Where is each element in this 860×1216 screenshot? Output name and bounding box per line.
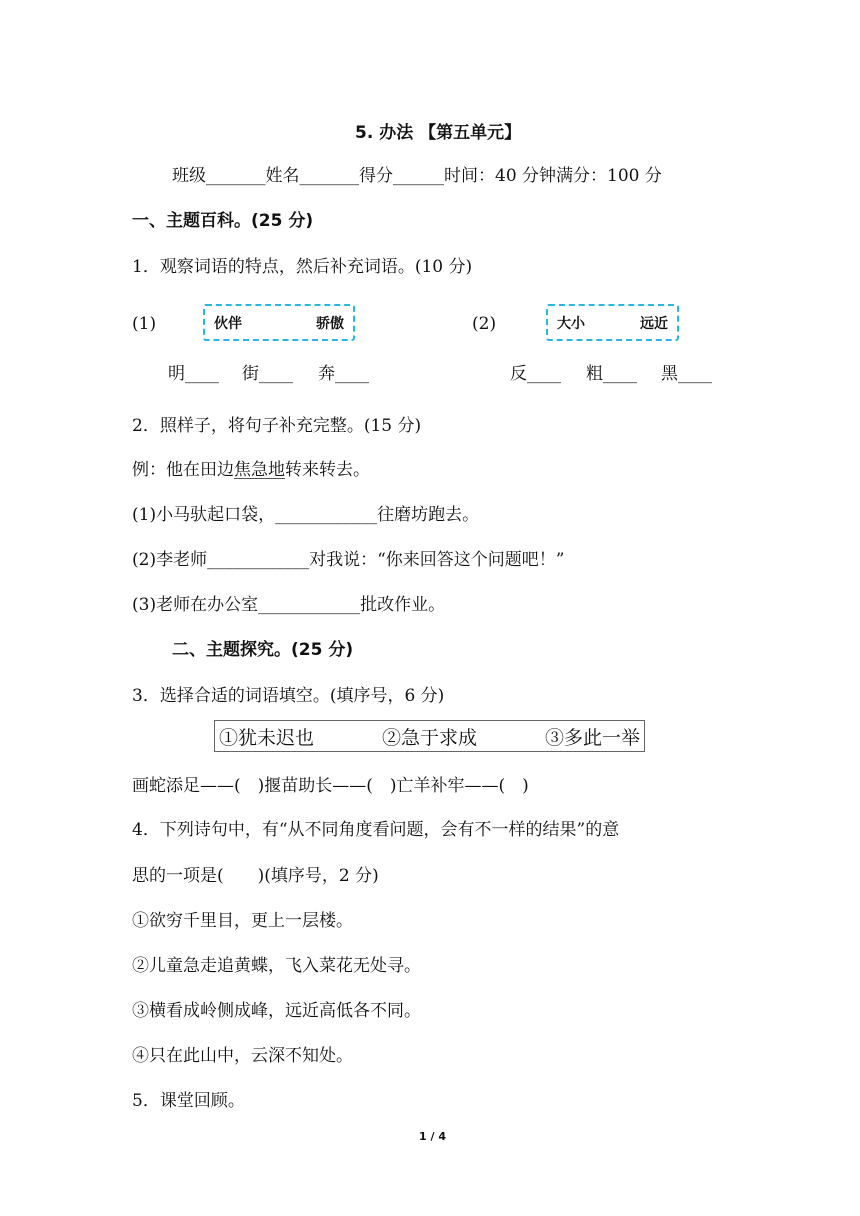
question-1-blank-2: 街____ <box>242 364 293 384</box>
question-1-group-2-number: (2) <box>472 314 497 334</box>
example-suffix: 转来转去。 <box>285 460 370 480</box>
question-1-text: 1．观察词语的特点，然后补充词语。(10 分) <box>132 257 473 277</box>
question-1-group-1-number: (1) <box>132 314 157 334</box>
question-4-choice-3: ③横看成岭侧成峰，远近高低各不同。 <box>132 1001 421 1021</box>
example-prefix: 例：他在田边 <box>132 460 234 480</box>
question-2-text: 2．照样子，将句子补充完整。(15 分) <box>132 416 422 436</box>
page-title: 5. 办法 【第五单元】 <box>355 123 522 143</box>
example-underlined-word: 焦急地 <box>234 460 285 480</box>
word-box-2-word-2: 远近 <box>640 315 668 332</box>
question-4-choice-4: ④只在此山中，云深不知处。 <box>132 1046 353 1066</box>
question-1-blank-4: 反____ <box>510 364 561 384</box>
question-4-text-line-1: 4．下列诗句中，有“从不同角度看问题，会有不一样的结果”的意 <box>132 820 620 840</box>
question-1-blank-6: 黑____ <box>661 364 712 384</box>
question-1-blank-5: 粗____ <box>586 364 637 384</box>
option-2: ②急于求成 <box>381 726 477 749</box>
section-2-heading: 二、主题探究。(25 分) <box>172 640 354 660</box>
student-info-line: 班级_______姓名_______得分______时间：40 分钟满分：100 分 <box>172 166 662 186</box>
word-box-2-word-1: 大小 <box>557 315 585 332</box>
question-2-item-2: (2)李老师____________对我说：“你来回答这个问题吧！” <box>132 550 565 570</box>
word-box-1-word-2: 骄傲 <box>316 315 344 332</box>
page-number: 1 / 4 <box>419 1130 446 1143</box>
question-4-choice-1: ①欲穷千里目，更上一层楼。 <box>132 911 353 931</box>
question-1-group-1-word-box <box>203 304 355 341</box>
question-3-options-box <box>214 720 645 752</box>
question-1-blank-3: 奔____ <box>318 364 369 384</box>
question-1-group-2-word-box <box>546 304 679 341</box>
question-4-text-line-2: 思的一项是( )(填序号，2 分) <box>132 866 379 886</box>
question-4-choice-2: ②儿童急走追黄蝶，飞入菜花无处寻。 <box>132 956 421 976</box>
question-2-item-3: (3)老师在办公室____________批改作业。 <box>132 595 446 615</box>
question-5-text: 5．课堂回顾。 <box>132 1091 245 1111</box>
question-3-text: 3．选择合适的词语填空。(填序号，6 分) <box>132 686 445 706</box>
section-1-heading: 一、主题百科。(25 分) <box>132 211 314 231</box>
option-1: ①犹未迟也 <box>219 726 315 749</box>
question-2-item-1: (1)小马驮起口袋，____________往磨坊跑去。 <box>132 505 480 525</box>
question-3-fill-line: 画蛇添足——( )揠苗助长——( )亡羊补牢——( ) <box>132 776 529 796</box>
word-box-1-word-1: 伙伴 <box>214 315 242 332</box>
option-3: ③多此一举 <box>544 726 640 749</box>
question-2-example <box>132 455 370 480</box>
question-1-blank-1: 明____ <box>168 364 219 384</box>
